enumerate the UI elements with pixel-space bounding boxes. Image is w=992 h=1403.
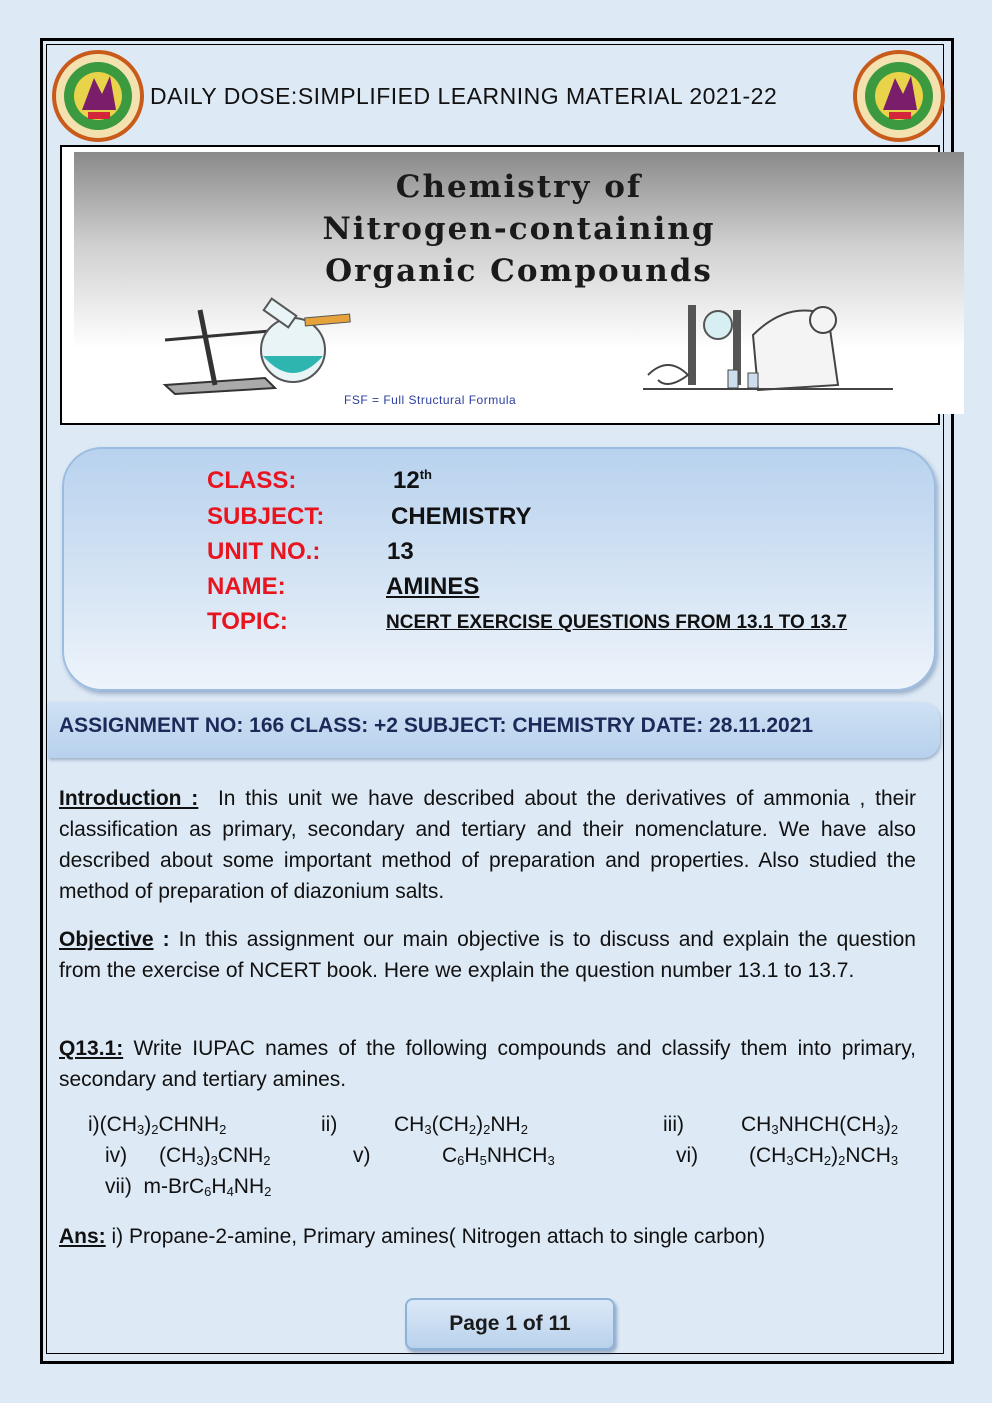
compound-4: $(CH_3)_3CNH_2$ xyxy=(159,1144,271,1168)
objective-label: Objective xyxy=(59,928,154,951)
introduction-paragraph xyxy=(59,783,916,907)
banner-title xyxy=(74,166,964,292)
compound-2: $CH_3(CH_2)_2NH_2$ xyxy=(394,1113,528,1137)
banner-caption: FSF = Full Structural Formula xyxy=(344,393,517,407)
unit-label: UNIT NO.: xyxy=(207,538,321,565)
class-value-suffix: th xyxy=(419,467,432,482)
banner-title-line-3: Organic Compounds xyxy=(325,253,713,289)
answer-text: i) Propane-2-amine, Primary amines( Nitrogen attach to single carbon) xyxy=(111,1225,766,1248)
compound-2-number: ii) xyxy=(321,1113,338,1136)
compound-3: $CH_3NHCH(CH_3)_2$ xyxy=(741,1113,899,1137)
name-value: AMINES xyxy=(386,573,480,600)
compound-7-number: vii) xyxy=(105,1175,132,1198)
school-logo-left xyxy=(52,50,144,142)
subject-value: CHEMISTRY xyxy=(391,503,532,530)
answer-label: Ans: xyxy=(59,1225,106,1248)
header-title: DAILY DOSE:SIMPLIFIED LEARNING MATERIAL 2021-22 xyxy=(150,83,778,109)
name-label: NAME: xyxy=(207,573,286,600)
topic-label: TOPIC: xyxy=(207,608,288,635)
question-label: Q13.1: xyxy=(59,1037,124,1060)
class-info-panel xyxy=(62,447,936,691)
question-paragraph xyxy=(59,1033,916,1095)
page-number-badge: Page 1 of 11 xyxy=(405,1298,615,1350)
compound-7: vii) $m-BrC_6H_4NH_2$ xyxy=(105,1175,272,1199)
compound-3-number: iii) xyxy=(663,1113,684,1136)
subject-label: SUBJECT: xyxy=(207,503,325,530)
compound-6-number: vi) xyxy=(676,1144,699,1167)
compound-4-number: iv) xyxy=(105,1144,128,1167)
school-logo-right xyxy=(853,50,945,142)
banner-title-line-2: Nitrogen-containing xyxy=(322,211,716,247)
lab-flask-stand-illustration xyxy=(155,290,355,395)
compound-5: $C_6H_5NHCH_3$ xyxy=(442,1144,555,1168)
compound-1: $i)(CH_3)_2CHNH_2$ xyxy=(88,1113,227,1137)
banner-title-line-1: Chemistry of xyxy=(395,169,643,205)
question-text: Write IUPAC names of the following compounds and classify them into primary, secondary and tertiary amines. xyxy=(59,1037,917,1091)
introduction-label: Introduction : xyxy=(59,787,199,810)
topic-value: NCERT EXERCISE QUESTIONS FROM 13.1 TO 13.7 xyxy=(386,612,848,633)
assignment-text: ASSIGNMENT NO: 166 CLASS: +2 SUBJECT: CHEMISTRY DATE: 28.11.2021 xyxy=(59,714,814,737)
compound-5-number: v) xyxy=(353,1144,371,1167)
class-value xyxy=(393,467,432,495)
answer-paragraph xyxy=(59,1221,916,1252)
class-value-number: 12 xyxy=(393,467,420,494)
objective-colon: : xyxy=(162,928,170,951)
unit-value: 13 xyxy=(387,538,414,565)
objective-text: In this assignment our main objective is to discuss and explain the question from the exercise of NCERT book. Here we explain the question number 13.1 to 13.7. xyxy=(59,928,916,982)
objective-paragraph xyxy=(59,924,916,986)
scientist-lab-illustration xyxy=(638,295,898,395)
class-label: CLASS: xyxy=(207,467,297,494)
introduction-text: In this unit we have described about the derivatives of ammonia , their classification as primary, secondary and tertiary and their nomenclature. We have also described about some important method of preparation and properties. Also studied the method of preparation of diazonium salts. xyxy=(59,787,916,903)
compound-6: $(CH_3CH_2)_2NCH_3$ xyxy=(749,1144,899,1168)
compound-1-number: i) xyxy=(88,1113,100,1136)
